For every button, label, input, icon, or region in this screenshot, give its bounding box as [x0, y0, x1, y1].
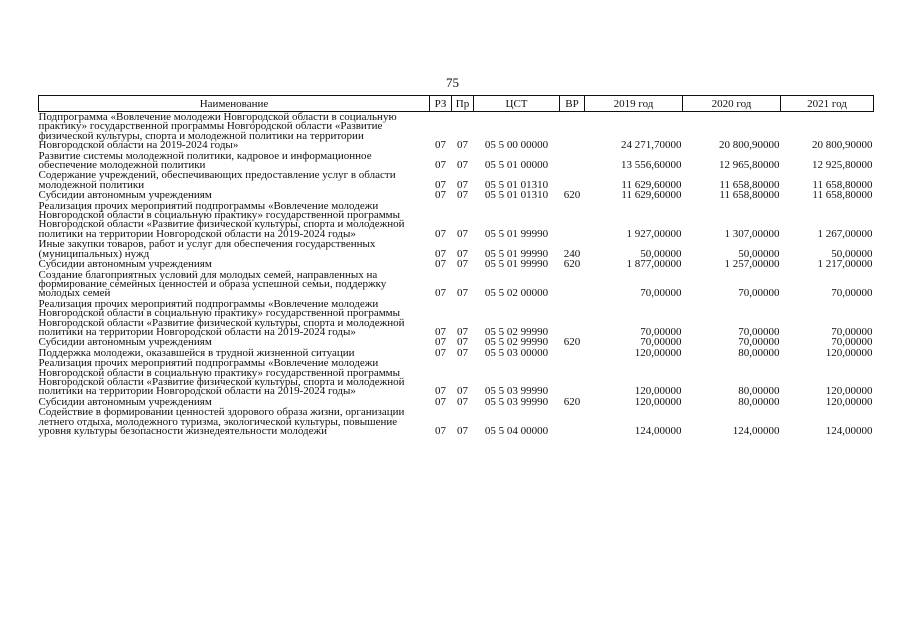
header-vr: ВР: [560, 96, 585, 112]
cell-2021: 70,00000: [831, 336, 873, 349]
header-cst: ЦСТ: [474, 96, 560, 112]
cell-name: Содержание учреждений, обеспечивающих предоставление услуг в области молодежной политики: [38, 169, 396, 191]
cell-cst: 05 5 02 00000: [484, 287, 549, 300]
cell-2020: 12 965,80000: [719, 159, 780, 172]
table-row: [39, 151, 874, 171]
table-row: [39, 259, 874, 269]
cell-2021: 20 800,90000: [812, 139, 873, 152]
cell-cst: 05 5 01 00000: [484, 159, 549, 172]
cell-2021: 70,00000: [831, 287, 873, 300]
cell-2020: 11 658,80000: [719, 189, 780, 202]
cell-rz: 07: [435, 336, 446, 349]
cell-vr: [560, 112, 585, 151]
cell-2019: 1 927,00000: [626, 227, 682, 240]
cell-cst: 05 5 01 99990: [484, 227, 549, 240]
cell-name: Поддержка молодежи, оказавшейся в трудной жизненной ситуации: [38, 346, 355, 359]
cell-name: Субсидии автономным учреждениям: [38, 395, 212, 408]
cell-vr: [560, 348, 585, 358]
table-header-row: [39, 96, 874, 112]
cell-rz: 07: [435, 189, 446, 202]
cell-vr: [560, 299, 585, 338]
table-body: [39, 112, 874, 437]
cell-vr: 620: [563, 336, 581, 349]
header-name: Наименование: [39, 96, 430, 112]
table-row: [39, 299, 874, 338]
cell-2019: 11 629,60000: [621, 178, 682, 191]
cell-cst: 05 5 01 01310: [484, 189, 549, 202]
cell-rz: 07: [435, 287, 446, 300]
cell-vr: [560, 151, 585, 171]
cell-2020: 80,00000: [738, 346, 780, 359]
table-row: [39, 270, 874, 299]
cell-pr: 07: [457, 287, 468, 300]
cell-2019: 50,00000: [640, 247, 682, 260]
cell-pr: 07: [457, 189, 468, 202]
table-row: [39, 170, 874, 190]
cell-name: Субсидии автономным учреждениям: [38, 258, 212, 271]
cell-2020: 70,00000: [738, 287, 780, 300]
header-rz: РЗ: [430, 96, 452, 112]
cell-cst: 05 5 03 99990: [484, 385, 549, 398]
cell-cst: 05 5 02 99990: [484, 325, 549, 338]
cell-2021: 50,00000: [831, 247, 873, 260]
cell-pr: 07: [457, 247, 468, 260]
cell-cst: 05 5 01 99990: [484, 247, 549, 260]
cell-2021: 12 925,80000: [812, 159, 873, 172]
cell-2019: 124,00000: [634, 425, 682, 437]
cell-2019: 11 629,60000: [621, 189, 682, 202]
cell-2020: 1 257,00000: [724, 258, 780, 271]
cell-2021: 70,00000: [831, 325, 873, 338]
cell-rz: 07: [435, 425, 446, 437]
cell-2019: 1 877,00000: [626, 258, 682, 271]
table-row: [39, 407, 874, 436]
cell-cst: 05 5 00 00000: [484, 139, 549, 152]
cell-2020: 80,00000: [738, 395, 780, 408]
page-number: 75: [446, 75, 459, 90]
cell-rz: 07: [435, 178, 446, 191]
cell-cst: 05 5 04 00000: [484, 425, 549, 437]
cell-2021: 124,00000: [825, 425, 873, 437]
cell-pr: 07: [457, 227, 468, 240]
cell-2019: 70,00000: [640, 325, 682, 338]
cell-2019: 13 556,60000: [621, 159, 682, 172]
cell-2020: 20 800,90000: [719, 139, 780, 152]
cell-cst: 05 5 01 99990: [484, 258, 549, 271]
cell-pr: 07: [457, 336, 468, 349]
cell-2021: 1 217,00000: [817, 258, 873, 271]
cell-name: Реализация прочих мероприятий подпрограммы «Вовлечение молодежи Новгородской области в социальную практику» государственной программы Новгородской области «Развитие физической культуры, спорта и молодежной политики на территории Новгородской области на 2019-2024 годы»: [38, 357, 405, 398]
cell-2021: 120,00000: [825, 346, 873, 359]
cell-2020: 70,00000: [738, 325, 780, 338]
cell-cst: 05 5 02 99990: [484, 336, 549, 349]
cell-name: Создание благоприятных условий для молодых семей, направленных на формирование семейных ценностей и образа успешной семьи, поддержку молодых семей: [38, 268, 387, 300]
cell-2021: 120,00000: [825, 395, 873, 408]
cell-2019: 70,00000: [640, 287, 682, 300]
cell-2021: 120,00000: [825, 385, 873, 398]
table-row: [39, 112, 874, 151]
cell-2021: 11 658,80000: [812, 189, 873, 202]
cell-rz: 07: [435, 346, 446, 359]
cell-2020: 80,00000: [738, 385, 780, 398]
cell-vr: [560, 201, 585, 240]
cell-rz: 07: [435, 227, 446, 240]
cell-name: Субсидии автономным учреждениям: [38, 336, 212, 349]
table-row: [39, 201, 874, 240]
cell-2020: 50,00000: [738, 247, 780, 260]
header-2021: 2021 год: [781, 96, 874, 112]
cell-2019: 120,00000: [634, 385, 682, 398]
cell-2019: 24 271,70000: [621, 139, 682, 152]
header-2020: 2020 год: [683, 96, 781, 112]
cell-vr: [560, 270, 585, 299]
cell-vr: [560, 407, 585, 436]
cell-pr: 07: [457, 346, 468, 359]
table-row: [39, 239, 874, 259]
cell-pr: 07: [457, 178, 468, 191]
cell-vr: [560, 170, 585, 190]
table-row: [39, 358, 874, 397]
cell-vr: 240: [563, 247, 581, 260]
cell-2020: 124,00000: [732, 425, 780, 437]
cell-rz: 07: [435, 385, 446, 398]
cell-vr: 620: [563, 395, 581, 408]
cell-2020: 11 658,80000: [719, 178, 780, 191]
cell-rz: 07: [435, 247, 446, 260]
cell-2020: 70,00000: [738, 336, 780, 349]
cell-name: Иные закупки товаров, работ и услуг для обеспечения государственных (муниципальных) нужд: [38, 238, 376, 260]
cell-pr: 07: [457, 258, 468, 271]
cell-pr: 07: [457, 385, 468, 398]
cell-vr: 620: [563, 258, 581, 271]
cell-2021: 1 267,00000: [817, 227, 873, 240]
cell-pr: 07: [457, 139, 468, 152]
cell-vr: [560, 358, 585, 397]
cell-rz: 07: [435, 139, 446, 152]
cell-pr: 07: [457, 395, 468, 408]
cell-2019: 120,00000: [634, 395, 682, 408]
cell-rz: 07: [435, 258, 446, 271]
cell-cst: 05 5 03 99990: [484, 395, 549, 408]
cell-2019: 120,00000: [634, 346, 682, 359]
cell-cst: 05 5 03 00000: [484, 346, 549, 359]
cell-name: Субсидии автономным учреждениям: [38, 189, 212, 202]
cell-cst: 05 5 01 01310: [484, 178, 549, 191]
cell-2019: 70,00000: [640, 336, 682, 349]
cell-pr: 07: [457, 425, 468, 437]
cell-vr: 620: [563, 189, 581, 202]
cell-pr: 07: [457, 325, 468, 338]
cell-2020: 1 307,00000: [724, 227, 780, 240]
cell-name: Содействие в формировании ценностей здорового образа жизни, организации летнего отдыха, молодежного туризма, экологической культуры, повышение уровня культуры безопасности жизнедеятельности молодежи: [38, 406, 405, 437]
cell-2021: 11 658,80000: [812, 178, 873, 191]
cell-name: Развитие системы молодежной политики, кадровое и информационное обеспечение молодежной политики: [38, 149, 372, 172]
header-2019: 2019 год: [585, 96, 683, 112]
cell-name: Подпрограмма «Вовлечение молодежи Новгородской области в социальную практику» государственной программы Новгородской области «Развитие физической культуры, спорта и молодежной политики на территории Новгородской области на 2019-2024 годы»: [38, 111, 397, 152]
budget-table: [38, 95, 874, 436]
cell-rz: 07: [435, 325, 446, 338]
header-pr: Пр: [452, 96, 474, 112]
cell-rz: 07: [435, 395, 446, 408]
cell-name: Реализация прочих мероприятий подпрограммы «Вовлечение молодежи Новгородской области в социальную практику» государственной программы Новгородской области «Развитие физической культуры, спорта и молодежной политики на территории Новгородской области на 2019-2024 годы»: [38, 199, 405, 240]
cell-pr: 07: [457, 159, 468, 172]
cell-rz: 07: [435, 159, 446, 172]
cell-name: Реализация прочих мероприятий подпрограммы «Вовлечение молодежи Новгородской области в социальную практику» государственной программы Новгородской области «Развитие физической культуры, спорта и молодежной политики на территории Новгородской области на 2019-2024 годы»: [38, 297, 405, 338]
